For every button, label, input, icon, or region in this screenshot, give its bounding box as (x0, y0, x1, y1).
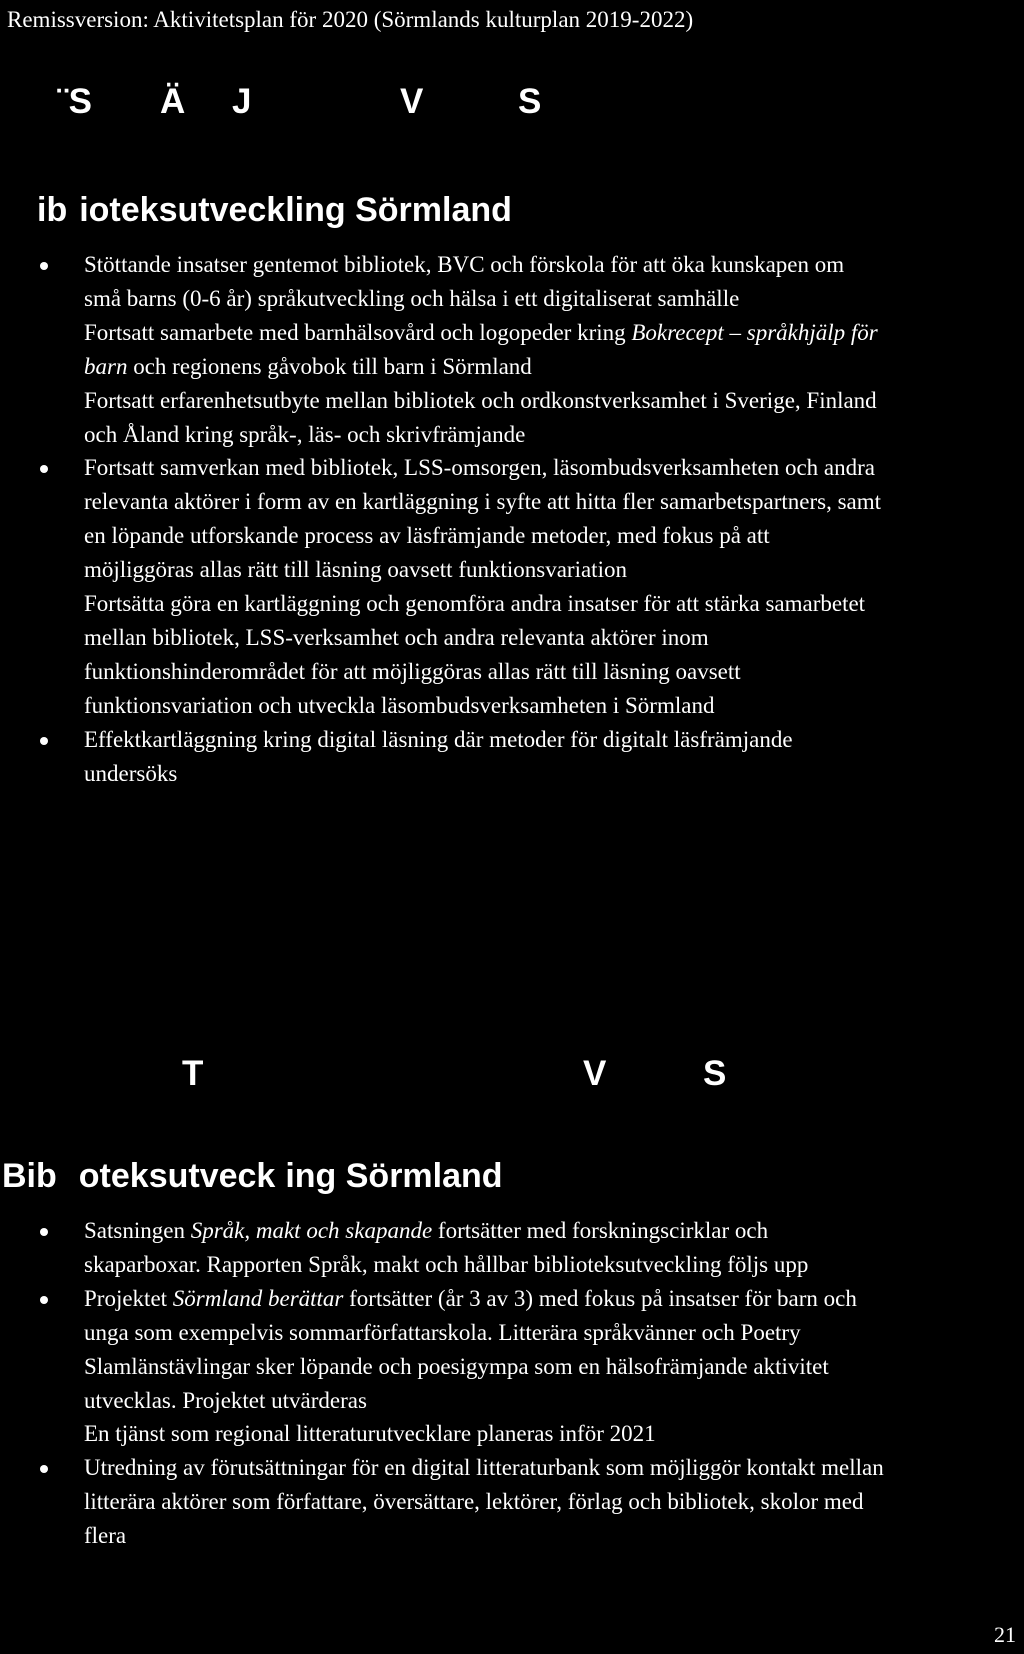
section1-heading (37, 190, 512, 230)
heading2-fragment-3: S (703, 1054, 727, 1093)
list-item (38, 451, 1022, 587)
list-item-line: relevanta aktörer i form av en kartläggning i syfte att hitta fler samarbetspartners, samt (84, 489, 882, 515)
paragraph (38, 1417, 1022, 1451)
list-item (38, 1451, 1022, 1553)
list-item-line: en löpande utforskande process av läsfrämjande metoder, med fokus på att (84, 523, 770, 549)
paragraph-line: och Åland kring språk-, läs- och skrivfrämjande (84, 421, 526, 447)
list-item-line: Projektet Sörmland berättar fortsätter (år 3 av 3) med fokus på insatser för barn och (84, 1285, 857, 1311)
list-item (38, 723, 1022, 791)
list-item-line: små barns (0-6 år) språkutveckling och hälsa i ett digitaliserat samhälle (84, 285, 740, 311)
document-header: Remissversion: Aktivitetsplan för 2020 (Sörmlands kulturplan 2019-2022) (7, 7, 694, 32)
list-item-line: Slamlänstävlingar sker löpande och poesigympa som en hälsofrämjande aktivitet (84, 1353, 829, 1379)
section2-heading-part-b: oteksutveck (78, 1157, 276, 1195)
paragraph (38, 384, 1022, 452)
paragraph-line: barn och regionens gåvobok till barn i Sörmland (84, 353, 532, 379)
heading-fragment-2: Ä (160, 82, 186, 121)
section1-heading-part-b: ioteksutveckling Sörmland (79, 191, 512, 229)
heading-fragment-1: ¨S (57, 82, 92, 121)
list-item (38, 1214, 1022, 1282)
paragraph (38, 587, 1022, 723)
section1-body (38, 248, 1022, 791)
heading-fragment-3: J (232, 82, 252, 121)
list-item-line: möjliggöras allas rätt till läsning oavsett funktionsvariation (84, 557, 627, 583)
paragraph-line: En tjänst som regional litteraturutvecklare planeras inför 2021 (84, 1421, 656, 1447)
section1-heading-part-a: ib (37, 191, 68, 229)
list-item-line: flera (84, 1523, 127, 1549)
list-item-line: utvecklas. Projektet utvärderas (84, 1387, 367, 1413)
paragraph-line: funktionshinderområdet för att möjliggöras allas rätt till läsning oavsett (84, 658, 741, 684)
paragraph-line: Fortsätta göra en kartläggning och genomföra andra insatser för att stärka samarbetet (84, 591, 866, 617)
list-item-line: skaparboxar. Rapporten Språk, makt och hållbar biblioteksutveckling följs upp (84, 1251, 809, 1277)
list-item-line: Stöttande insatser gentemot bibliotek, BVC och förskola för att öka kunskapen om (84, 252, 845, 277)
heading-fragment-4: V (400, 82, 424, 121)
list-item-line: Fortsatt samverkan med bibliotek, LSS-omsorgen, läsombudsverksamheten och andra (84, 455, 876, 481)
section2-heading (2, 1156, 503, 1196)
section2-heading-part-c: ing Sörmland (285, 1157, 503, 1195)
list-item-line: Effektkartläggning kring digital läsning där metoder för digitalt läsfrämjande (84, 726, 793, 752)
heading2-fragment-1: T (182, 1054, 204, 1093)
page-number: 21 (994, 1622, 1016, 1647)
list-item-line: unga som exempelvis sommarförfattarskola. Litterära språkvänner och Poetry (84, 1319, 801, 1345)
paragraph-line: mellan bibliotek, LSS-verksamhet och andra relevanta aktörer inom (84, 624, 709, 650)
paragraph-line: Fortsatt erfarenhetsutbyte mellan bibliotek och ordkonstverksamhet i Sverige, Finland (84, 387, 877, 413)
paragraph (38, 316, 1022, 384)
heading2-fragment-2: V (583, 1054, 607, 1093)
section2-body (38, 1214, 1022, 1553)
paragraph-line: Fortsatt samarbete med barnhälsovård och logopeder kring Bokrecept – språkhjälp för (84, 319, 878, 345)
list-item-line: Satsningen Språk, makt och skapande fortsätter med forskningscirklar och (84, 1218, 769, 1243)
heading-fragment-5: S (518, 82, 542, 121)
paragraph-line: funktionsvariation och utveckla läsombudsverksamheten i Sörmland (84, 692, 715, 718)
list-item (38, 1282, 1022, 1418)
list-item-line: Utredning av förutsättningar för en digital litteraturbank som möjliggör kontakt mellan (84, 1455, 884, 1481)
list-item-line: undersöks (84, 760, 178, 786)
list-item (38, 248, 1022, 316)
section2-heading-part-a: Bib (2, 1157, 57, 1195)
list-item-line: litterära aktörer som författare, översättare, lektörer, förlag och bibliotek, skolor med (84, 1489, 864, 1515)
